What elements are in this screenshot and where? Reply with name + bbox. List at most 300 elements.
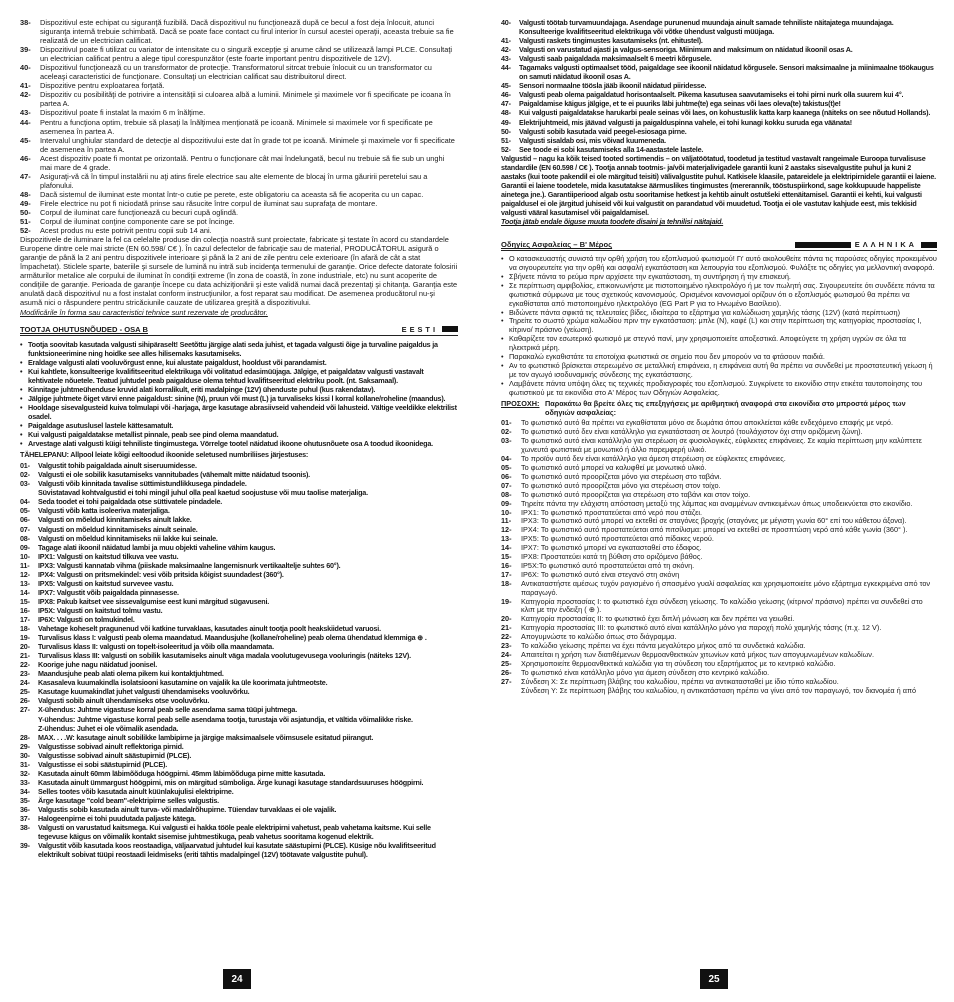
item-number: 41-: [20, 81, 31, 91]
item-number: 19-: [501, 596, 512, 606]
item-text: IPX8: Pakub kaitset vee sissevalgumise eest kuni märgitud sügavuseni.: [38, 596, 270, 606]
bullet-item: [501, 282, 937, 309]
list-item: [20, 488, 458, 497]
item-text: Valgustit tohib paigaldada ainult siseruumidesse.: [38, 461, 197, 471]
bullet-text: Σβήνετε πάντα το ρεύμα πριν αρχίσετε την εγκατάσταση, τη συντήρηση ή την επισκευή.: [509, 271, 791, 281]
bullet-text: Ο κατασκευαστής συνιστά την ορθή χρήση του εξοπλισμού φωτισμού! Γι' αυτό ακολουθείτε πάντα τις παρούσες οδηγίες προκειμένου να σιγουρευτείτε για την ορθή και ασφαλή εγκατάσταση και λειτουργία του εξοπλισμού. Φυλάξτε τις οδηγίες για μελλοντική αναφορά.: [509, 254, 937, 273]
item-number: 27-: [501, 676, 512, 686]
item-text: Asiguraţi-vă că în timpul instalării nu aţi atins firele electrice sau alte elemente de blocaj în urma găuririi peretelui sau a plafonului.: [40, 171, 428, 190]
item-number: 17-: [501, 569, 512, 579]
item-number: 48-: [20, 189, 31, 199]
item-number: 03-: [501, 436, 512, 446]
item-text: IP6X: Το φωτιστικό αυτό είναι στεγανό στη σκόνη: [521, 569, 680, 579]
item-text: IPX5: Valgusti on kaitstud surveveе vastu.: [38, 578, 174, 588]
bullet-item: [20, 403, 458, 421]
item-text: IPX3: Το φωτιστικό αυτό μπορεί να εκτεθεί σε σταγόνες βροχής (σταγόνες με μέγιστη γωνία 60° επί του κάθετου άξονα).: [521, 516, 907, 526]
item-text: Το καλώδιο γείωσης πρέπει να έχει πάντα μεγαλύτερο μήκος από τα συνδετικά καλώδια.: [521, 641, 806, 651]
list-item: [20, 561, 458, 570]
item-text: Το φωτιστικό αυτό είναι κατάλληλο για στερέωση σε φυσιολογικές, εύφλεκτες επιφάνειες. Σε καμία περίπτωση μην καλύπτετε χωνευτά φωτιστικά με μονωτικό ή άλλο παρεμφερή υλικό.: [521, 436, 922, 455]
item-number: 19-: [20, 633, 30, 643]
item-number: 50-: [20, 207, 31, 217]
bullet-text: Hooldage sisevalgusteid kuiva tolmulapi või -harjaga, ärge kasutage abrasiivseid vahendeid või lahusteid. Vältige veeldikke elektrilist osadel.: [28, 402, 457, 421]
bullet-text: Tootja soovitab kasutada valgusti sihipäraselt! Seetõttu järgige alati seda juhist, et tagada valgusti õige ja turvaline paigaldus ja funktsioneerimine ning hoidke see alles hilisemaks kasutamiseks.: [28, 339, 438, 358]
item-text: IPX7: Το φωτιστικό μπορεί να εγκατασταθεί στο έδαφος.: [521, 543, 702, 553]
item-text: Το προϊόν αυτό δεν είναι κατάλληλο για άμεση στερέωση σε εύφλεκτες επιφάνειες.: [521, 454, 786, 464]
item-text: Dispozitivul funcţionează cu un transformator de protecţie. Transformatorul sitrcat trebuie înlocuit cu un transformator cu aceleaşi caracteristici de funcţionare. Consultaţi un electrician calificat sau distribuitorul direct.: [40, 63, 432, 82]
estonian-header-title: TOOTJA OHUTUSNÕUDED - OSA B: [20, 324, 148, 334]
item-number: 42-: [501, 45, 511, 55]
item-text: Valgusti saab paigaldada maksimaalselt 6 meetri kõrgusele.: [519, 54, 712, 64]
bullet-icon: •: [20, 402, 23, 412]
item-text: Dispozitivul poate fi instalat la maxim 6 m înălţime.: [40, 108, 206, 118]
item-number: 15-: [20, 596, 30, 606]
list-item: [20, 470, 458, 479]
estonian-warranty-paragraph: Valgustid – nagu ka kõik teised tooted sortimendis – on väljatöötatud, toodetud ja testitud vastavalt rangeimale Euroopa turvalisuse standardile (EN 60.598 / C€ ). Tootja annab tootmis- ja/või materjalivigadele garantii kuni 2 aastaks sisevalgustite puhul ja kuni 2 aastaks (kui toote pakendil ei ole märgitud teisiti) välivalgustite puhul. Katkisele klaasile, patareidele ja elektripirnidele garantii ei laiene. Garantii ei laiene toodetele, mida kasutatakse äärmuslikes tingimustes (mereranník, tööstuspiirkond, sage kokkupuude happeliste ainetega jne.). Garantiiperiood algab ostu sooritamise hetkest ja kehtib ainult ostutšeki ettenäitamisel. Garantii ei kehti, kui valgusti paigaldusel ei ole järgitud juhiseid või kui valgustit on parandatud või muudetud. Tootja ei ole vastutav kahjude eest, mis tekkisid valgusti vääral kasutamisel või paigaldamisel.: [501, 153, 936, 217]
item-number: 18-: [20, 624, 30, 634]
item-number: 40-: [501, 18, 511, 27]
estonian-header: [20, 325, 458, 336]
item-number: 04-: [20, 497, 30, 507]
bullet-text: Jälgige juhtmete õiget värvi enne paigaldust: sinine (N), pruun või must (L) ja turvaliseks kissi l korral kollane/roheline (maandus).: [28, 393, 446, 403]
bullet-item: [20, 358, 458, 367]
estonian-lang-label: EESTI: [401, 324, 438, 334]
item-number: 09-: [501, 498, 512, 508]
item-number: 23-: [20, 669, 30, 679]
list-item: [20, 190, 458, 199]
list-item: [501, 90, 937, 99]
list-item: [501, 118, 937, 127]
item-text: Valgustit võib kasutada koos reostaadiga, väljaarvatud juhtudel kui kasutate säästupirni (PLCE). Küsige nõu kvalifitseeritud elektrikult sobivat tüüpi reostaadi leidmiseks (eriti tähtis madalpingel (12V) töötavate valgustite puhul).: [38, 841, 436, 860]
item-number: 44-: [501, 63, 511, 73]
item-number: 32-: [20, 768, 30, 778]
list-item: [20, 606, 458, 615]
item-text: Tagamaks valgusti optimaalset tööd, paigaldage see ikoonil näidatud kõrgusele. Sensori maksimaalne ja miinimaalne töökaugus on samuti näidatud ikoonil osas A.: [519, 63, 934, 82]
page-number-right: 25: [700, 969, 728, 989]
item-number: 26-: [20, 696, 30, 706]
item-number: 08-: [20, 533, 30, 543]
item-number: 34-: [20, 786, 30, 796]
item-text: Seda toodet ei tohi paigaldada otse süttivatele pindadele.: [38, 497, 223, 507]
item-text: IP6X: Valgusti on tolmukindel.: [38, 615, 135, 624]
item-text: Halogeenpirne ei tohi puudutada paljaste kätega.: [38, 814, 196, 824]
item-number: 08-: [501, 489, 512, 499]
bullet-text: Παρακαλώ εγκαθιστάτε τα εποτοίχια φωτιστικά σε σημείο που δεν μπορούν να τα φτάσουν παιδιά.: [509, 352, 825, 362]
list-item: [20, 543, 458, 552]
item-number: 02-: [501, 427, 512, 437]
bullet-text: Kinnitage juhtmeühenduse kruvid alati korralikult, eriti madalpinge (12V) ühenduste puhul (kus rakendatav).: [28, 384, 376, 394]
greek-lang-tag: [795, 240, 937, 249]
item-number: 24-: [501, 650, 512, 659]
list-item: [501, 598, 937, 616]
bullet-icon: •: [501, 280, 504, 290]
item-number: 45-: [501, 81, 511, 91]
item-text: Valgusti võib kinnitada tavalise süttimistundlikkusega pindadele.: [38, 479, 247, 489]
item-number: 47-: [501, 99, 511, 109]
item-text: Sensori normaalne töösla jääb ikoonil näidatud piiridesse.: [519, 81, 707, 91]
estonian-attention: TÄHELEPANU: Allpool leiate kõigi eeltoodud ikoonide seletused numbriliises järjestuses:: [20, 450, 309, 460]
item-number: 35-: [20, 795, 30, 805]
list-item: [20, 787, 458, 796]
item-number: 25-: [501, 658, 512, 668]
list-item: [20, 136, 458, 154]
item-text: Y-ühendus: Juhtme vigastuse korral peab selle asendama tootja, turustaja või asjatundja, et vältida võimalikke riske.: [38, 714, 413, 724]
bullet-text: Kui kahtlete, konsulteerige kvalifitseeritud elektrikuga või volitatud edasimüüjaga. Jälgige, et paigaldatav valgusti vastavalt kehtivatele nõuetele. Teatud juhtudel peab paigalduse olema tehtud kvalifitseeritud elektriku poolt. (nt. Saksamaal).: [28, 366, 424, 385]
list-item: [501, 45, 937, 54]
list-item: [20, 687, 458, 696]
estonian-bullets: [20, 340, 458, 449]
list-item: [20, 570, 458, 579]
bullet-text: Βιδώνετε πάντα σφικτά τις τελευταίες βίδες, ιδιαίτερα το εξάρτημα για καλώδιωση χαμηλής τάσης (12V) (κατά περίπτωση): [509, 307, 901, 317]
item-number: 11-: [20, 560, 30, 570]
item-text: Valgusti sisaldab osi, mis võivad kuumeneda.: [519, 135, 666, 145]
list-item: [20, 724, 458, 733]
item-text: Απογυμνώστε το καλώδιο όπως στο διάγραμμα.: [521, 632, 677, 642]
item-number: 41-: [501, 36, 511, 46]
item-text: Z-ühendus: Juhet ei ole võimalik asendada.: [38, 723, 179, 733]
item-text: Valgusti võib katta isoleeriva materjaliga.: [38, 506, 170, 516]
item-number: 05-: [501, 462, 512, 472]
list-item: [20, 506, 458, 515]
list-item: [20, 615, 458, 624]
item-number: 10-: [20, 551, 30, 561]
list-item: [501, 18, 937, 36]
item-number: 31-: [20, 759, 30, 769]
bullet-text: Eraldage valgusti alati vooluvõrgust enne, kui alustate paigaldust, hooldust või parandamist.: [28, 357, 327, 367]
item-number: 33-: [20, 777, 30, 787]
bullet-icon: •: [501, 307, 504, 317]
item-number: 25-: [20, 687, 30, 697]
item-number: 01-: [501, 418, 512, 428]
item-text: Valgusti sobib ainult ühendamiseks otse vooluvõrku.: [38, 696, 210, 706]
item-text: Valgusti on mõeldud kinnitamiseks nii lakke kui seinale.: [38, 533, 218, 543]
bullet-icon: •: [501, 334, 504, 344]
list-item: [20, 515, 458, 524]
bullet-item: [20, 439, 458, 448]
item-text: Kui valgusti paigaldatakse harukarbi peale seinas või laes, on kohustuslik katta karp kaanega (näiteks on see nõutud Hollands).: [519, 108, 931, 118]
item-number: 16-: [501, 560, 512, 570]
item-text: Süvistatavad kohtvalgustid ei tohi mingil juhul olla peal kaetud soojustuse või muu taolise materjaliga.: [38, 488, 368, 498]
list-item: [501, 127, 937, 136]
item-text: Tagage alati ikoonil näidatud lambi ja muu objekti vaheline vähim kaugus.: [38, 542, 276, 552]
list-item: [20, 769, 458, 778]
item-text: Kasutada ainult 60mm läbimõõduga höögpirni. 45mm läbimõõduga pirne mitte kasutada.: [38, 768, 326, 778]
item-number: 50-: [501, 126, 511, 136]
romanian-items: [20, 18, 458, 235]
romanian-warranty-paragraph: Dispozitivele de iluminare la fel ca celelalte produse din colecţia noastră sunt proiectate, fabricate şi testate în acord cu standardele Europene dintre cele mai stricte (EN 60.598/ C€ ). În cazul defectelor de fabricaţie sau de material, PRODUCĂTORUL asigură o garanţie de până la 2 ani pentru dispozitivele interioare şi până la 2 ani de zile pentru cele exterioare (în afară de cât a stat împachetat). Sticlele sparte, bateriile şi sursele de lumină nu intră sub incidenţa termenului de garanţie. Orice defecte datorate folosirii armăturilor metalice ale corpului de iluminat în condiţii extreme (în zona de coastă, în zone industriale, etc) nu sunt acoperite de condiţiile de garanţie. Perioada de garanţie începe cu data achiziţionării şi este validă numai dacă prezentaţi şi chitanţa. Garanţia este anulată dacă dispozitivul nu a fost instalat conform instrucţiunilor, a fost reparat sau modificat. De asemenea producătorul nu-şi asumă nici o răspundere pentru stricăciunile cauzate de utilizarea greşită a dispozitivului.: [20, 235, 458, 308]
greek-items: [501, 419, 937, 695]
item-text: Valgusti töötab turvamuundajaga. Asendage purunenud muundaja ainult samade tehniliste näitajatega muundajaga. Konsulteerige kvalifitseeritud elektrikuga või võtke ühendust valgusti müüjaga.: [519, 18, 894, 37]
greek-header-title: Οδηγίες Ασφαλείας – Β' Μέρος: [501, 240, 613, 250]
list-item: [501, 437, 937, 455]
bullet-icon: •: [20, 393, 23, 403]
item-number: 11-: [501, 516, 512, 526]
list-item: [20, 624, 458, 633]
item-text: Elektrijuhtmeid, mis jäävad valgusti ja paigalduspinna vahele, ei tohi kunagi kokku suruda ega väänata!: [519, 117, 852, 127]
bullet-text: Paigaldage asutuslusel lastele kättesamatult.: [28, 421, 174, 431]
bullet-icon: •: [20, 357, 23, 367]
item-number: 21-: [501, 623, 512, 633]
item-number: 44-: [20, 117, 31, 127]
item-text: IPX4: Valgusti on pritsmekindel: vesi võib pritsida kõigist suundadest (360°).: [38, 569, 284, 579]
lang-bar-icon: [442, 326, 458, 332]
bullet-icon: •: [501, 316, 504, 326]
estonian-section: [20, 340, 458, 860]
item-text: See toode ei sobi kasutamiseks alla 14-aastastele lastele.: [519, 144, 704, 154]
item-text: IPX4: Το φωτιστικό αυτό προστατεύεται από πιτσίλισμα: μπορεί να εκτεθεί σε προσπτώση νερό από κάθε γωνία (360° ).: [521, 525, 908, 535]
list-item: [20, 534, 458, 543]
item-text: Corpul de iluminat care funcţionează cu becuri cupă oglindă.: [40, 207, 239, 217]
item-number: 07-: [501, 480, 512, 490]
bullet-text: Τηρείτε το σωστό χρώμα καλωδίου πριν την εγκατάσταση: μπλε (N), καφέ (L) και στην περίπτωση της κατηγορίας προστασίας I, κίτρινο/ πράσινο (γείωση).: [509, 316, 922, 335]
item-number: 37-: [20, 814, 30, 824]
item-number: 43-: [20, 108, 31, 118]
item-number: 20-: [501, 614, 512, 624]
item-number: 06-: [501, 471, 512, 481]
list-item: [20, 760, 458, 769]
list-item: [20, 90, 458, 108]
list-item: [20, 208, 458, 217]
item-text: Valgustisse sobivad ainult säästupirnid (PLCE).: [38, 750, 192, 760]
list-item: [501, 136, 937, 145]
item-text: Valgusti sobib kasutada vaid peegel-esiosaga pirne.: [519, 126, 687, 136]
greek-attention: [501, 400, 937, 418]
item-number: 12-: [501, 525, 512, 535]
romanian-footer-note: Modificările în forma sau caracteristici tehnice sunt rezervate de producător.: [20, 307, 268, 317]
item-number: 51-: [501, 135, 511, 145]
greek-attention-label: ΠΡΟΣΟΧΗ:: [501, 398, 540, 408]
item-number: 49-: [20, 198, 31, 208]
lang-bar-icon: [921, 242, 937, 248]
item-text: Valgusti on mõeldud kinnitamiseks ainult seinale.: [38, 524, 198, 534]
item-text: Maandusjuhe peab alati olema pikem kui kontaktjuhtmed.: [38, 669, 224, 679]
item-text: IPX7: Valgustit võib paigaldada pinnasesse.: [38, 587, 179, 597]
estonian-lang-tag: [402, 325, 458, 334]
bullet-icon: •: [20, 339, 23, 349]
item-number: 30-: [20, 750, 30, 760]
item-text: Turvalisus klass II: valgusti on topelt-isoleeritud ja võib olla maandamata.: [38, 642, 274, 652]
list-item: [20, 751, 458, 760]
item-text: Intervalul unghiular standard de detecţie al dispozitivului este dat în grade tot pe icoană. Minimele şi maximele vor fi specificate de asemenea în partea A.: [40, 135, 455, 154]
bullet-item: [20, 367, 458, 385]
bullet-text: Σε περίπτωση αμφιβολίας, επικοινωνήστε με πιστοποιημένο ηλεκτρολόγο ή με τον πωλητή σας. Σιγουρευτείτε ότι συνδέετε πάντα τα φωτιστικά σύμφωνα με τους σχετικούς κανονισμούς. Ορισμένοι κανονισμοί ορίζουν ότι ο εξοπλισμός φωτισμού θα πρέπει να εγκαθίσταται από πιστοποιημένο ηλεκτρολόγο (EG Part P για το Ηνωμένο Βασίλειο).: [509, 280, 935, 308]
item-number: 17-: [20, 615, 30, 624]
list-item: [20, 579, 458, 588]
item-number: 20-: [20, 642, 30, 652]
item-text: Κατηγορία προστασίας I: το φωτιστικό έχει σύνδεση γείωσης. Το καλώδιο γείωσης (κίτρινο/ πράσινο) πρέπει να συνδεθεί στο κλιπ με την ένδειξη ( ⊕ ).: [521, 596, 923, 615]
bullet-text: Kui valgusti paigaldatakse metallist pinnale, peab see pind olema maandatud.: [28, 430, 279, 440]
list-item: [20, 742, 458, 751]
item-text: Pentru a funcţiona optim, trebuie să plasaţi la înălţimea menţionată pe icoană. Minimele si maximele vor fi specificate pe asemenea în partea A.: [40, 117, 433, 136]
item-text: Valgustisse ei sobi säästupirnid (PLCE).: [38, 759, 167, 769]
item-number: 02-: [20, 470, 30, 480]
estonian-items-left: [20, 461, 458, 859]
item-text: Σύνδεση X: Σε περίπτωση βλάβης του καλωδίου, πρέπει να αντικατασταθεί με ίδιο τύπο καλωδίου.: [521, 676, 839, 686]
list-item: [20, 642, 458, 651]
item-number: 01-: [20, 461, 30, 471]
item-number: 06-: [20, 515, 30, 525]
list-item: [20, 199, 458, 208]
list-item: [20, 552, 458, 561]
list-item: [20, 461, 458, 470]
list-item: [501, 81, 937, 90]
item-number: 04-: [501, 454, 512, 464]
bullet-item: [20, 340, 458, 358]
list-item: [20, 63, 458, 81]
item-text: Kasasaleva kuumakindla isolatsiooni kasutamine on vajalik ka üle koorimata juhtmeotste.: [38, 678, 328, 688]
item-text: Το φωτιστικό αυτό προορίζεται μόνο για στερέωση στο ταβάνι.: [521, 471, 722, 481]
item-text: Χρησιμοποιείτε θερμοανθεκτικά καλώδια για τη σύνδεση του εξαρτήματος με το κεντρικό καλώδιο.: [521, 658, 836, 668]
list-item: [20, 796, 458, 805]
list-item: [20, 18, 458, 45]
list-item: [20, 678, 458, 687]
item-number: 07-: [20, 524, 30, 534]
bullet-icon: •: [20, 430, 23, 440]
item-text: Το φωτιστικό αυτό προορίζεται μόνο για στερέωση στον τοίχο.: [521, 480, 721, 490]
item-number: 13-: [501, 534, 512, 544]
bullet-icon: •: [501, 361, 504, 370]
list-item: [20, 778, 458, 787]
bullet-icon: •: [501, 271, 504, 281]
item-number: 38-: [20, 823, 30, 833]
item-number: 47-: [20, 171, 31, 181]
item-text: Ärge kasutage "cold beam"-elektripirne selles valgustis.: [38, 795, 219, 805]
item-number: 45-: [20, 135, 31, 145]
item-number: 28-: [20, 732, 30, 742]
item-text: Valgusti peab olema paigaldatud horisontaalselt. Pikema kasutusea saavutamiseks ei tohi pirni nurk olla suurem kui 4°.: [519, 90, 904, 100]
item-number: 39-: [20, 841, 30, 851]
item-text: Σύνδεση Y: Σε περίπτωση βλάβης του καλωδίου, η αντικατάσταση πρέπει να γίνει από τον παραγωγό, τον διανομέα ή από: [521, 685, 917, 695]
item-number: 46-: [20, 153, 31, 163]
item-text: IP5X:Το φωτιστικό αυτό προστατεύεται από τη σκόνη.: [521, 560, 695, 570]
item-text: Dacă sistemul de iluminat este montat într-o cutie pe perete, este obligatoriu ca aceasta să fie acoperita cu un capac.: [40, 189, 424, 199]
item-number: 10-: [501, 507, 512, 517]
item-text: Selles tootes võib kasutada ainult küünlakujulisi elektripirne.: [38, 786, 234, 796]
item-text: Vahetage koheselt pragunenud või katkine turvaklaas, kasutades ainult tootja poolt heakskiidetud varuosi.: [38, 624, 381, 634]
item-text: Acest produs nu este potrivit pentru copii sub 14 ani.: [40, 226, 212, 236]
greek-bullets: [501, 255, 937, 398]
item-number: 38-: [20, 18, 31, 27]
item-text: Αντικαταστήστε αμέσως τυχόν ραγισμένο ή σπασμένο γυαλί ασφαλείας και χρησιμοποιείτε μόνο εξάρτημα εγκεκριμένα από τον παραγωγό.: [521, 578, 931, 597]
item-number: [20, 488, 38, 497]
item-number: 48-: [501, 108, 511, 118]
item-text: Kasutage kuumakindlat juhet valgusti ühendamiseks vooluvõrku.: [38, 687, 250, 697]
estonian-items-right: [501, 18, 937, 154]
bullet-icon: •: [20, 421, 23, 431]
item-number: 39-: [20, 45, 31, 55]
item-text: Dispozitive pentru exploatarea forţată.: [40, 81, 165, 91]
list-item: [20, 217, 458, 226]
list-item: [20, 172, 458, 190]
greek-header: [501, 240, 937, 251]
item-text: IPX8: Προστατεύει κατά τη βύθιση στο οριζόμενο βάθος.: [521, 552, 703, 562]
list-item: [20, 705, 458, 714]
bullet-item: [20, 421, 458, 430]
list-item: [20, 588, 458, 597]
item-number: 14-: [501, 543, 512, 553]
left-column: [20, 18, 458, 859]
list-item: [20, 226, 458, 235]
item-text: X-ühendus: Juhtme vigastuse korral peab selle asendama sama tüüpi juhtmega.: [38, 705, 298, 715]
list-item: [501, 145, 937, 154]
item-number: 13-: [20, 578, 30, 588]
item-number: 24-: [20, 678, 30, 688]
item-number: [20, 724, 38, 733]
item-number: 40-: [20, 63, 31, 73]
item-number: 29-: [20, 741, 30, 751]
list-item: [20, 841, 458, 859]
list-item: [501, 63, 937, 81]
item-text: Το φωτιστικό αυτό θα πρέπει να εγκαθίσταται μόνο σε δωμάτια όπου αποκλείεται κάθε ενδεχόμενο επαφής με νερό.: [521, 418, 894, 428]
item-number: [20, 715, 38, 724]
list-item: [501, 36, 937, 45]
list-item: [20, 154, 458, 172]
item-text: Turvalisus klass I: valgusti peab olema maandatud. Maandusjuhe (kollane/roheline) peab olema ühendatud klemmiga ⊕ .: [38, 633, 427, 643]
item-text: Valgusti ei ole sobilik kasutamiseks vannitubades (vähemalt mitte näidatud tsoonis).: [38, 470, 310, 480]
bullet-item: [501, 380, 937, 398]
bullet-text: Λαμβάνετε πάντα υπόψη όλες τις τεχνικές προδιαγραφές του εξοπλισμού. Συγκρίνετε το εικονίδιο στην ετικέτα ταυτοποίησης του φωτιστικού με τα εικονίδια στο Α' Μέρος των Οδηγιών Ασφαλείας.: [509, 378, 923, 397]
item-number: 42-: [20, 90, 31, 100]
item-text: IPX5: Το φωτιστικό αυτό προστατεύεται από πίδακες νερού.: [521, 534, 714, 544]
item-number: 23-: [501, 641, 512, 651]
item-number: 52-: [20, 226, 31, 236]
bullet-text: Αν το φωτιστικό βρίσκεται στερεωμένο σε μεταλλική επιφάνεια, η επιφάνεια αυτή θα πρέπει να συνδεθεί με προστατευτική γείωση ή με τον αγωγό ισοδυναμικής σύνδεσης της εγκατάστασης.: [509, 361, 933, 379]
item-number: 18-: [501, 578, 512, 588]
bullet-text: Arvestage alati valgusti küigi tehniliste tingimustega. Vörrelge tootel näidatud ikoone ohutusnõuete osa A toodud ikoonidega.: [28, 439, 433, 449]
right-column: [501, 18, 937, 696]
item-text: Dispozitiv cu posibilităţi de potrivire a intensităţii si culoarea albă a luminii. Minimele şi maximele vor fi specificate pe icoana în partea A.: [40, 90, 451, 109]
item-text: MAX. . . .W: kasutage ainult sobilikke lambipirne ja järgige maksimaalsele võimsusele esitatud piirangut.: [38, 732, 374, 742]
list-item: [20, 696, 458, 705]
list-item: [20, 597, 458, 606]
item-number: 21-: [20, 651, 30, 661]
item-text: Valgusti on varustatud kaitsmega. Kui valgusti ei hakka tööle peale elektripirni vahetust, peab vahetama kaitsme. Kui selle tegevuse käigus on võimalik kontakt sisemise juhtmestikuga, peab vahetus sooritama kogenud elektrik.: [38, 823, 431, 842]
greek-attention-text: Παρακάτω θα βρείτε όλες τις επεξηγήσεις με αριθμητική αναφορά στα εικονίδια στο μπροστά μέρος των οδηγιών ασφαλείας:: [545, 398, 906, 417]
item-number: 49-: [501, 117, 511, 127]
item-text: IPX1: Το φωτιστικό προστατεύεται από νερό που στάζει.: [521, 507, 702, 517]
list-item: [20, 669, 458, 678]
bullet-item: [501, 335, 937, 353]
item-text: Το φωτιστικό αυτό μπορεί να καλυφθεί με μονωτικό υλικό.: [521, 462, 707, 472]
item-text: Το φωτιστικό αυτό δεν είναι κατάλληλο για εγκατάσταση σε λουτρό (τουλάχιστον όχι στην οριζόμενη ζώνη).: [521, 427, 863, 437]
item-text: Valgusti raskets tingimustes kasutamiseks (nt. ehitustel).: [519, 36, 703, 46]
list-item: [20, 45, 458, 63]
list-item: [501, 580, 937, 598]
bullet-item: [501, 255, 937, 273]
item-number: 05-: [20, 506, 30, 516]
item-text: Dispozitivul este echipat cu siguranţă fuzibilă. Dacă dispozitivul nu funcţionează după ce becul a fost deja înlocuit, atunci siguranţa internă trebuie schimbată. Dacă se poate face contact cu firul interior în cursul acestei operaţii, aceasta trebuie sa fie realizată de un electrician calificat.: [40, 18, 454, 46]
item-text: Valgustis sobib kasutada ainult turva- või madalrõhupirne. Tüiendav turvaklaas ei ole vajalik.: [38, 804, 337, 814]
item-number: 43-: [501, 54, 511, 64]
bullet-item: [20, 394, 458, 403]
list-item: [501, 54, 937, 63]
bullet-text: Καθαρίζετε τον εσωτερικό φωτισμό με στεγνό πανί, μην χρησιμοποιείτε αποξεστικά. Αποφεύγετε τη χρήση υγρών σε όλα τα ηλεκτρικά μέρη.: [509, 334, 906, 353]
item-number: 22-: [501, 632, 512, 642]
item-number: 52-: [501, 144, 511, 154]
item-number: [501, 687, 521, 696]
estonian-footer-note: Tootja jätab endale õiguse muuta toodete disaini ja tehnilisi näitajaid.: [501, 217, 724, 227]
bullet-icon: •: [20, 439, 23, 449]
list-item: [20, 108, 458, 117]
item-text: Koorige juhe nagu näidatud joonisel.: [38, 660, 157, 670]
item-text: Corpul de iluminat conţine componente care se pot încinge.: [40, 217, 235, 227]
item-number: 22-: [20, 660, 30, 670]
list-item: [20, 660, 458, 669]
item-text: Paigaldamise käigus jälgige, et te ei puuriks läbi juhtme(te) ega seinas või laes oleva(te) takistus(t)e!: [519, 99, 841, 109]
list-item: [20, 525, 458, 534]
page-number-left: 24: [223, 969, 251, 989]
item-number: 03-: [20, 479, 30, 489]
item-text: Τηρείτε πάντα την ελάχιστη απόσταση μεταξύ της λάμπας και αναμμένων αντικειμένων όπως υποδεικνύεται στο εικονίδιο.: [521, 498, 913, 508]
